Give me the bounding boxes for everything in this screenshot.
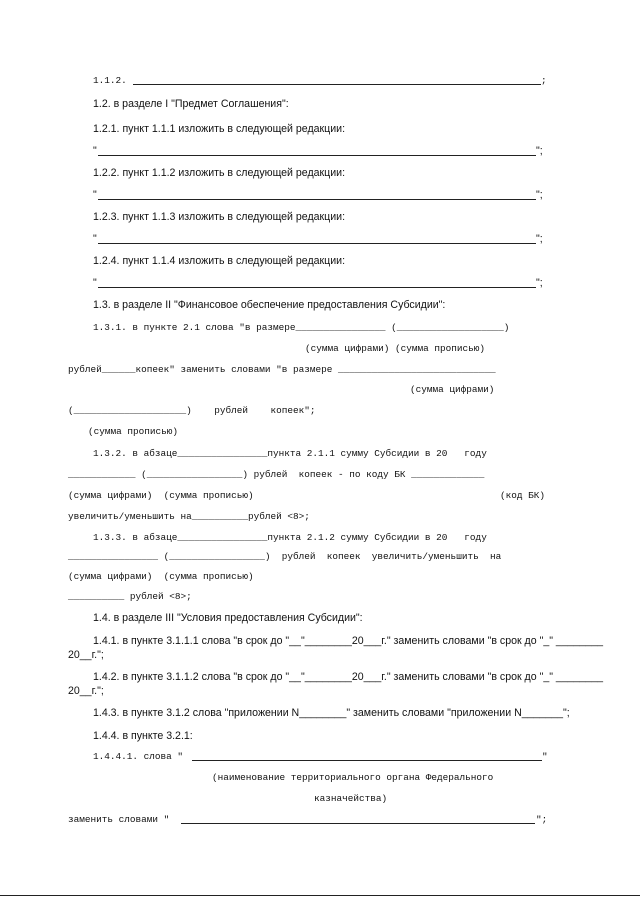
- item-1-3-1-cont: (____________________) рублей копеек";: [68, 405, 316, 416]
- blank-line: [98, 287, 536, 288]
- caption-sum: (сумма цифрами) (сумма прописью): [305, 343, 486, 354]
- quote-open: ": [93, 189, 97, 201]
- blank-line: [98, 199, 536, 200]
- item-1-4-4: 1.4.4. в пункте 3.2.1:: [93, 730, 193, 742]
- quote-open: ": [93, 277, 97, 289]
- item-1-4-2: 1.4.2. в пункте 3.1.1.2 слова "в срок до "__"________20___г." заменить словами "в срок до "_" ________: [93, 671, 604, 683]
- blank-line: [133, 84, 541, 85]
- item-1-3-2-cont: увеличить/уменьшить на__________рублей <8>;: [68, 511, 310, 522]
- item-1-4-2-cont: 20__г.";: [68, 685, 104, 697]
- item-1-3-1-cont: рублей______копеек" заменить словами "в размере ____________________________: [68, 364, 496, 375]
- caption-sum: (сумма цифрами) (сумма прописью): [68, 490, 254, 501]
- footer-divider: [0, 895, 640, 896]
- caption-treasury-cont: казначейства): [314, 793, 388, 804]
- item-1-3-2: 1.3.2. в абзаце________________пункта 2.1.1 сумму Субсидии в 20 году: [93, 448, 487, 459]
- quote-open: ": [93, 233, 97, 245]
- caption-sum-digits: (сумма цифрами): [410, 384, 495, 395]
- caption-sum-words: (сумма прописью): [88, 426, 179, 437]
- item-1-4-3: 1.4.3. в пункте 3.1.2 слова "приложении N________" заменить словами "приложении N_______";: [93, 707, 570, 719]
- caption-treasury: (наименование территориального органа Федерального: [212, 772, 494, 783]
- item-1-4-4-1: 1.4.4.1. слова ": [93, 751, 184, 762]
- item-1-3-3: 1.3.3. в абзаце________________пункта 2.1.2 сумму Субсидии в 20 году: [93, 532, 487, 543]
- item-1-3-2-cont: ____________ (_________________) рублей копеек - по коду БК _____________: [68, 469, 485, 480]
- item-1-3-1: 1.3.1. в пункте 2.1 слова "в размере________________ (___________________): [93, 322, 510, 333]
- blank-line: [192, 760, 542, 761]
- item-1-3-3-cont: ________________ (_________________) рублей копеек увеличить/уменьшить на: [68, 551, 502, 562]
- item-1-2-2: 1.2.2. пункт 1.1.2 изложить в следующей редакции:: [93, 167, 346, 179]
- caption-kbk: (код БК): [500, 490, 546, 501]
- item-1-4-1: 1.4.1. в пункте 3.1.1.1 слова "в срок до "__"________20___г." заменить словами "в срок до "_" ________: [93, 635, 604, 647]
- section-1-4-heading: 1.4. в разделе III "Условия предоставления Субсидии":: [93, 612, 363, 624]
- blank-line: [98, 243, 536, 244]
- quote-close: ";: [536, 814, 548, 825]
- item-1-1-2-number: 1.1.2.: [93, 75, 127, 86]
- caption-sum: (сумма цифрами) (сумма прописью): [68, 571, 254, 582]
- item-1-3-3-cont: __________ рублей <8>;: [68, 591, 192, 602]
- quote-close: ": [542, 751, 548, 762]
- quote-close: ";: [536, 189, 543, 201]
- section-1-2-heading: 1.2. в разделе I "Предмет Соглашения":: [93, 98, 289, 110]
- blank-line: [98, 155, 536, 156]
- section-1-3-heading: 1.3. в разделе II "Финансовое обеспечение предоставления Субсидии":: [93, 299, 446, 311]
- quote-close: ";: [536, 145, 543, 157]
- quote-open: ": [93, 145, 97, 157]
- item-1-2-1: 1.2.1. пункт 1.1.1 изложить в следующей редакции:: [93, 123, 346, 135]
- item-1-2-4: 1.2.4. пункт 1.1.4 изложить в следующей редакции:: [93, 255, 346, 267]
- blank-line: [181, 823, 535, 824]
- item-1-2-3: 1.2.3. пункт 1.1.3 изложить в следующей редакции:: [93, 211, 346, 223]
- item-1-1-2-end: ;: [541, 75, 547, 86]
- quote-close: ";: [536, 277, 543, 289]
- quote-close: ";: [536, 233, 543, 245]
- item-1-4-4-1-cont: заменить словами ": [68, 814, 170, 825]
- item-1-4-1-cont: 20__г.";: [68, 649, 104, 661]
